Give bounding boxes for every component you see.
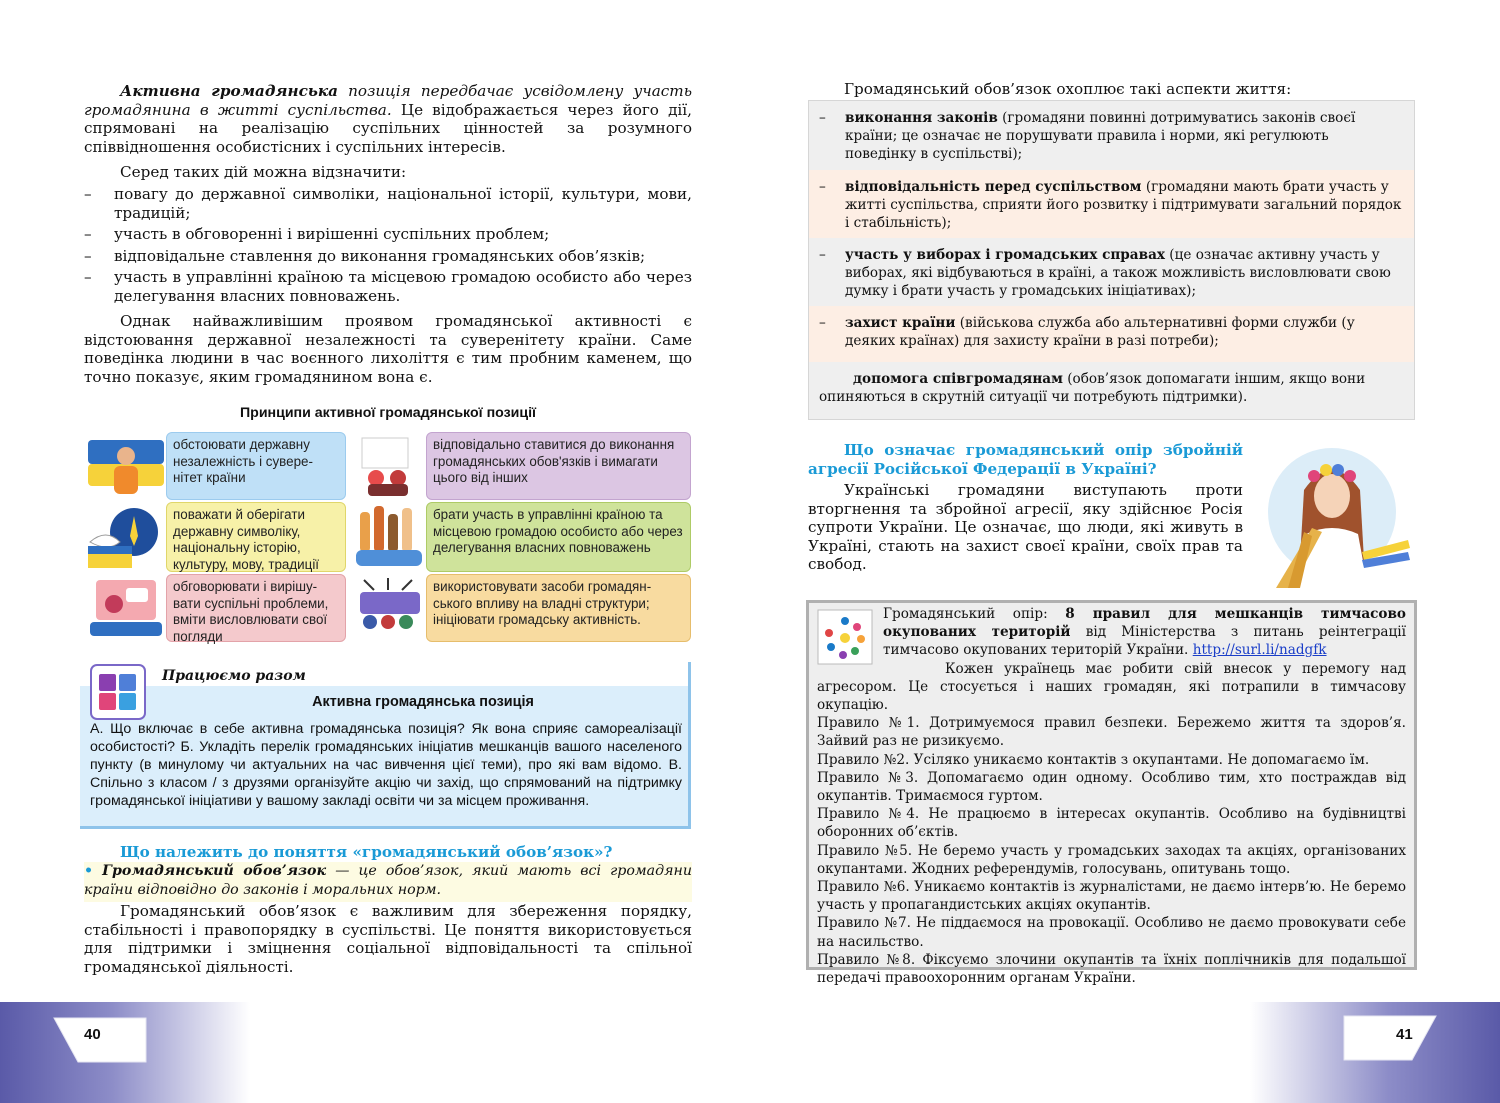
intro-paragraph: [84, 82, 692, 156]
intro-term: Активна громадянська: [120, 82, 338, 100]
rules-lead: Кожен українець має робити свій внесок у перемогу над агресором. Це стосується і наших громадян, які потрапили в тимчасову окупацію.: [817, 660, 1406, 714]
ministry-logo-icon: [817, 609, 873, 665]
rules-intro: Громадянський опір: 8 правил для мешканців тимчасово окупованих територій від Міністерства з питань реінтеграції тимчасово окупованих територій України. http://surl.li/nadgfk: [883, 606, 1406, 659]
duty-heading: Що належить до поняття «громадянський обов’язок»?: [120, 843, 613, 861]
rule-item: Правило №4. Не працюємо в інтересах окупантів. Особливо на будівництві оборонних об’єктів.: [817, 806, 1406, 841]
list-item: – відповідальне ставлення до виконання громадянських обов’язків;: [84, 247, 692, 266]
principle-card-discussion: обговорювати і вирішу-вати суспільні проблеми, вміти висловлювати свої погляди: [166, 574, 346, 642]
main-manifestation-paragraph: Однак найважливішим проявом громадянської активності є відстоювання державної незалежності та суверенітету країни. Саме поведінка людини в час воєнного лихоліття є тим пробним каменем, що точно показує, яким громадянином вона є.: [84, 312, 692, 386]
rule-item: Правило №6. Уникаємо контактів із журналістами, не даємо інтерв’ю. Не беремо участь у пропагандистських акціях окупантів.: [817, 879, 1406, 914]
duty-paragraph: Громадянський обов’язок є важливим для збереження порядку, стабільності і правопорядку в суспільстві. Це поняття використовується для підтримки і зміцнення соціальної відповідальності та спільної громадянської діяльності.: [84, 902, 692, 976]
principle-card-governance: брати участь в управлінні країною та місцевою громадою особисто або через делегування власних повноважень: [426, 502, 691, 572]
aspect-term: допомога співгромадянам: [853, 371, 1063, 387]
raised-hands-illustration: [354, 504, 426, 570]
discussion-illustration: [86, 574, 166, 640]
rule-item: Правило №1. Дотримуємося правил безпеки. Бережемо життя та здоров’я. Зайвий раз не ризикуємо.: [817, 715, 1406, 750]
dove-trident-illustration: [86, 502, 166, 572]
aspect-term: виконання законів: [845, 110, 998, 126]
aspect-text: (це означає активну участь у виборах, які відбуваються в країні, а також можливість висловлювати свою думку і брати участь у громадських ініціативах);: [845, 247, 1391, 299]
intro-rest: Це відображається через його дії, спрямовані на реалізацію суспільних цінностей за розумного співвідношення особистісних і суспільних інтересів.: [84, 100, 692, 156]
rule-item: Правило №5. Не беремо участь у громадських заходах та акціях, організованих окупантами. Жодних референдумів, голосувань, опитувань тощо.: [817, 842, 1406, 877]
aspect-text: (обов’язок допомагати іншим, якщо вони опиняються в скрутній ситуації чи потребують підтримки).: [819, 371, 1366, 405]
principles-title: Принципи активної громадянської позиції: [239, 405, 537, 421]
protest-illustration: [354, 434, 426, 498]
page-number-tab-right: [1342, 1014, 1438, 1062]
rules-link[interactable]: http://surl.li/nadgfk: [1192, 642, 1327, 659]
list-item: – участь в обговоренні і вирішенні суспільних проблем;: [84, 225, 692, 244]
aspect-box-laws: – виконання законів (громадяни повинні дотримуватись законів своєї країни; це означає не порушувати правила і норми, які регулюють поведінку в суспільстві);: [808, 100, 1415, 170]
aspect-text: (військова служба або альтернативні форми служби (у деяких країнах) для захисту країни в разі потреби);: [845, 315, 1355, 349]
aspect-term: участь у виборах і громадських справах: [845, 247, 1165, 263]
aspect-term: відповідальність перед суспільством: [845, 179, 1142, 195]
page-number-left: 40: [84, 1026, 101, 1043]
resistance-paragraph: Українські громадяни виступають проти вторгнення та збройної агресії, яку здійснює Росія супроти України. Це означає, що люди, які живуть в Україні, стають на захист своєї країни, своїх прав та свобод.: [808, 481, 1243, 574]
definition-body: — це обов’язок, який мають всі громадяни країни відповідно до законів і моральних норм.: [84, 863, 693, 898]
intro-italic: позиція передбачає усвідомлену участь громадянина в житті суспільства.: [84, 82, 692, 119]
rule-item: Правило №2. Усіляко уникаємо контактів з окупантами. Не допомагаємо їм.: [817, 751, 1370, 768]
rules-title: 8 правил для мешканців тимчасово окупованих територій: [883, 606, 1406, 641]
teamwork-label: Працюємо разом: [162, 668, 306, 684]
actions-lead: Серед таких дій можна відзначити:: [120, 163, 407, 181]
aspect-box-help: [808, 362, 1415, 420]
definition-term: Громадянський обов’язок: [102, 863, 327, 879]
rule-item: Правило №7. Не піддаємося на провокації. Особливо не даємо провокувати себе на насильство.: [817, 915, 1406, 950]
resistance-heading: Що означає громадянський опір збройній агресії Російської Федерації в Україні?: [808, 441, 1243, 478]
actions-list: [84, 185, 692, 306]
aspects-lead: Громадянський обов’язок охоплює такі аспекти життя:: [844, 80, 1292, 98]
teamwork-task: А. Що включає в себе активна громадянська позиція? Як вона сприяє самореалізації особистості? Б. Укладіть перелік громадянських ініціатив мешканців вашого населеного пункту (в минулому чи актуальних на час вивчення цієї теми), про які вам відомо. В. Спільно з класом / з друзями організуйте акцію чи захід, що спрямований на підтримку громадянської ініціативи у вашому закладі освіти чи за місцем проживання.: [90, 721, 682, 809]
flag-person-illustration: [86, 434, 166, 498]
crowd-illustration: [354, 574, 426, 640]
aspect-text: (громадяни повинні дотримуватись законів своєї країни; це означає не порушувати правила і норми, які регулюють поведінку в суспільстві);: [845, 110, 1356, 162]
list-item: – участь в управлінні країною та місцевою громадою особисто або через делегування власних повноважень.: [84, 268, 692, 305]
aspect-text: (громадяни мають брати участь у житті суспільства, сприяти його розвитку і підтримувати загальний порядок і стабільність);: [845, 179, 1402, 231]
definition-bullet: •: [84, 863, 94, 879]
teamwork-title: Активна громадянська позиція: [312, 694, 534, 710]
rule-item: Правило №3. Допомагаємо один одному. Особливо тим, хто постраждав від окупантів. Тримаємося гуртом.: [817, 769, 1406, 805]
aspect-box-defense: – захист країни (військова служба або альтернативні форми служби (у деяких країнах) для захисту країни в разі потреби);: [808, 306, 1415, 362]
list-item: – повагу до державної символіки, національної історії, культури, мови, традицій;: [84, 185, 692, 222]
aspect-box-responsibility: – відповідальність перед суспільством (громадяни мають брати участь у житті суспільства, сприяти його розвитку і підтримувати загальний порядок і стабільність);: [808, 170, 1415, 238]
puzzle-icon: [90, 664, 146, 720]
principle-card-influence: використовувати засоби громадян-ського впливу на владні структури; ініціювати громадську активність.: [426, 574, 691, 642]
principle-card-responsibility: відповідально ставитися до виконання громадянських обов'язків і вимагати цього від інших: [426, 432, 691, 500]
aspect-term: захист країни: [845, 315, 956, 331]
principle-card-symbols: поважати й оберігати державну символіку, національну історію, культуру, мову, традиції: [166, 502, 346, 572]
girl-with-wheat-illustration: [1252, 440, 1414, 588]
definition-text: [84, 862, 692, 899]
rule-item: Правило №8. Фіксуємо злочини окупантів та їхніх поплічників для подальшої передачі правоохоронним органам України.: [817, 951, 1406, 987]
definition-box: [84, 862, 692, 902]
page-number-right: 41: [1396, 1026, 1413, 1043]
teamwork-box: [80, 662, 691, 829]
principle-card-independence: обстоювати державну незалежність і сувере-нітет країни: [166, 432, 346, 500]
rules-box: [806, 600, 1417, 987]
aspect-box-elections: – участь у виборах і громадських справах (це означає активну участь у виборах, які відбуваються в країні, а також можливість висловлювати свою думку і брати участь у громадських ініціативах);: [808, 238, 1415, 306]
